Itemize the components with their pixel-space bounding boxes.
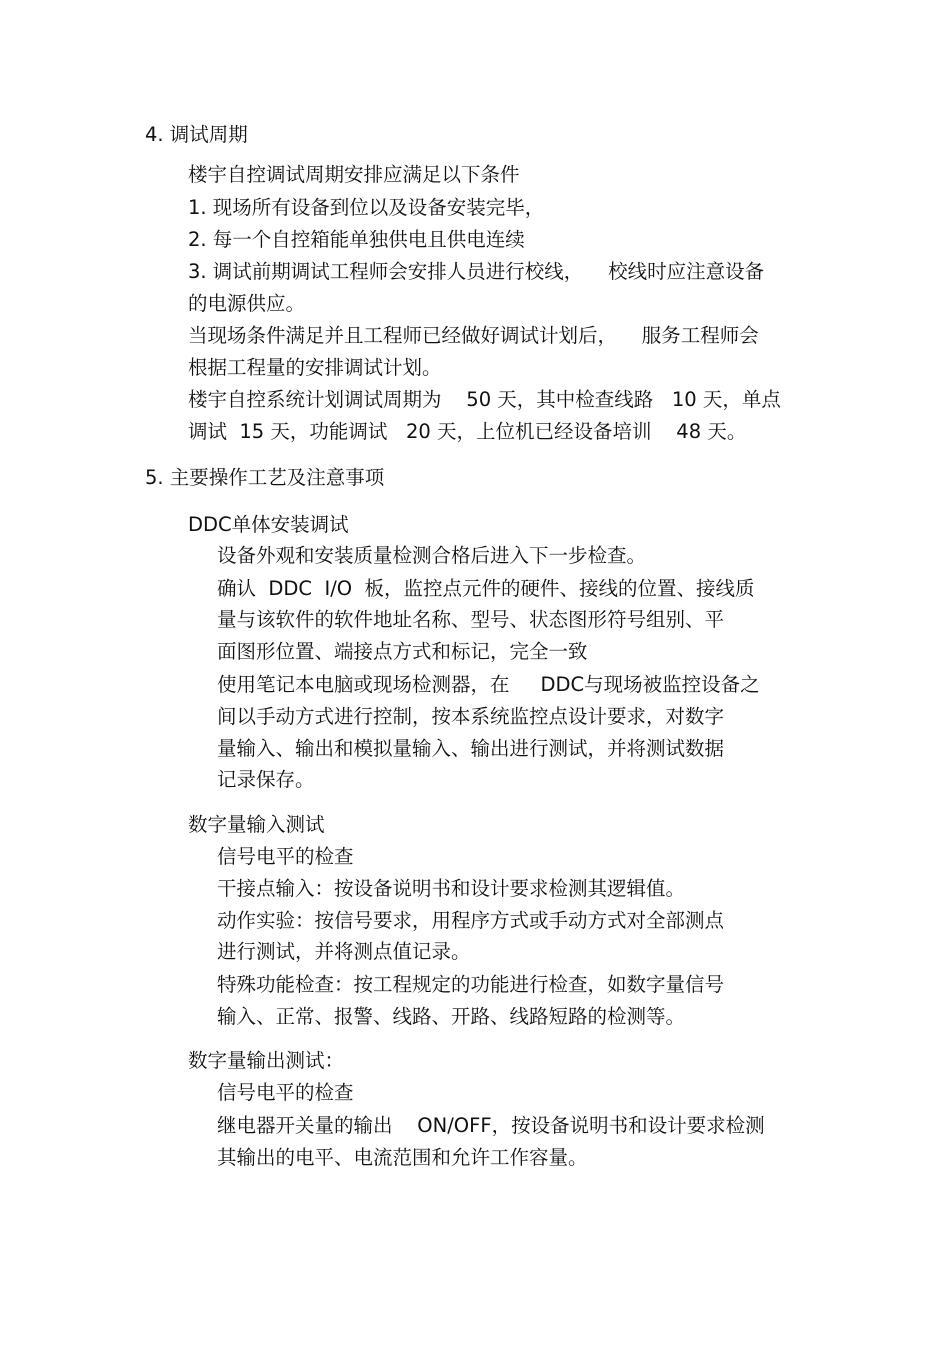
text-line: 调试 15 天，功能调试 20 天，上位机已经设备培训 48 天。 — [188, 420, 747, 443]
text-line: 的电源供应。 — [188, 292, 306, 315]
text-line: 量输入、输出和模拟量输入、输出进行测试，并将测试数据 — [217, 737, 725, 760]
text-line: 特殊功能检查：按工程规定的功能进行检查，如数字量信号 — [217, 973, 725, 996]
text-line: 1. 现场所有设备到位以及设备安装完毕， — [188, 196, 545, 219]
text-line: 设备外观和安装质量检测合格后进入下一步检查。 — [217, 544, 647, 567]
ddc-subheading: DDC单体安装调试 — [188, 513, 349, 536]
text-line: 其输出的电平、电流范围和允许工作容量。 — [217, 1146, 588, 1169]
text-line: 记录保存。 — [217, 768, 315, 791]
text-line: 当现场条件满足并且工程师已经做好调试计划后， 服务工程师会 — [188, 324, 759, 347]
text-line: 进行测试，并将测点值记录。 — [217, 940, 471, 963]
digital-input-subheading: 数字量输入测试 — [188, 813, 325, 836]
text-line: 间以手动方式进行控制，按本系统监控点设计要求，对数字 — [217, 705, 725, 728]
section-5-heading: 5. 主要操作工艺及注意事项 — [145, 466, 385, 489]
text-line: 量与该软件的软件地址名称、型号、状态图形符号组别、平 — [217, 608, 725, 631]
digital-output-subheading: 数字量输出测试： — [188, 1049, 345, 1072]
section-4-heading: 4. 调试周期 — [145, 123, 248, 146]
text-line: 干接点输入：按设备说明书和设计要求检测其逻辑值。 — [217, 877, 686, 900]
text-line: 使用笔记本电脑或现场检测器，在 DDC与现场被监控设备之 — [217, 673, 760, 696]
text-line: 信号电平的检查 — [217, 1081, 354, 1104]
text-line: 信号电平的检查 — [217, 845, 354, 868]
text-line: 输入、正常、报警、线路、开路、线路短路的检测等。 — [217, 1005, 686, 1028]
text-line: 动作实验：按信号要求，用程序方式或手动方式对全部测点 — [217, 909, 725, 932]
text-line: 继电器开关量的输出 ON/OFF，按设备说明书和设计要求检测 — [217, 1114, 765, 1137]
text-line: 楼宇自控系统计划调试周期为 50 天，其中检查线路 10 天，单点 — [188, 388, 781, 411]
text-line: 楼宇自控调试周期安排应满足以下条件 — [188, 163, 520, 186]
text-line: 确认 DDC I/O 板，监控点元件的硬件、接线的位置、接线质 — [217, 577, 755, 600]
text-line: 3. 调试前期调试工程师会安排人员进行校线， 校线时应注意设备 — [188, 260, 765, 283]
text-line: 面图形位置、端接点方式和标记，完全一致 — [217, 640, 588, 663]
text-line: 2. 每一个自控箱能单独供电且供电连续 — [188, 228, 525, 251]
text-line: 根据工程量的安排调试计划。 — [188, 356, 442, 379]
